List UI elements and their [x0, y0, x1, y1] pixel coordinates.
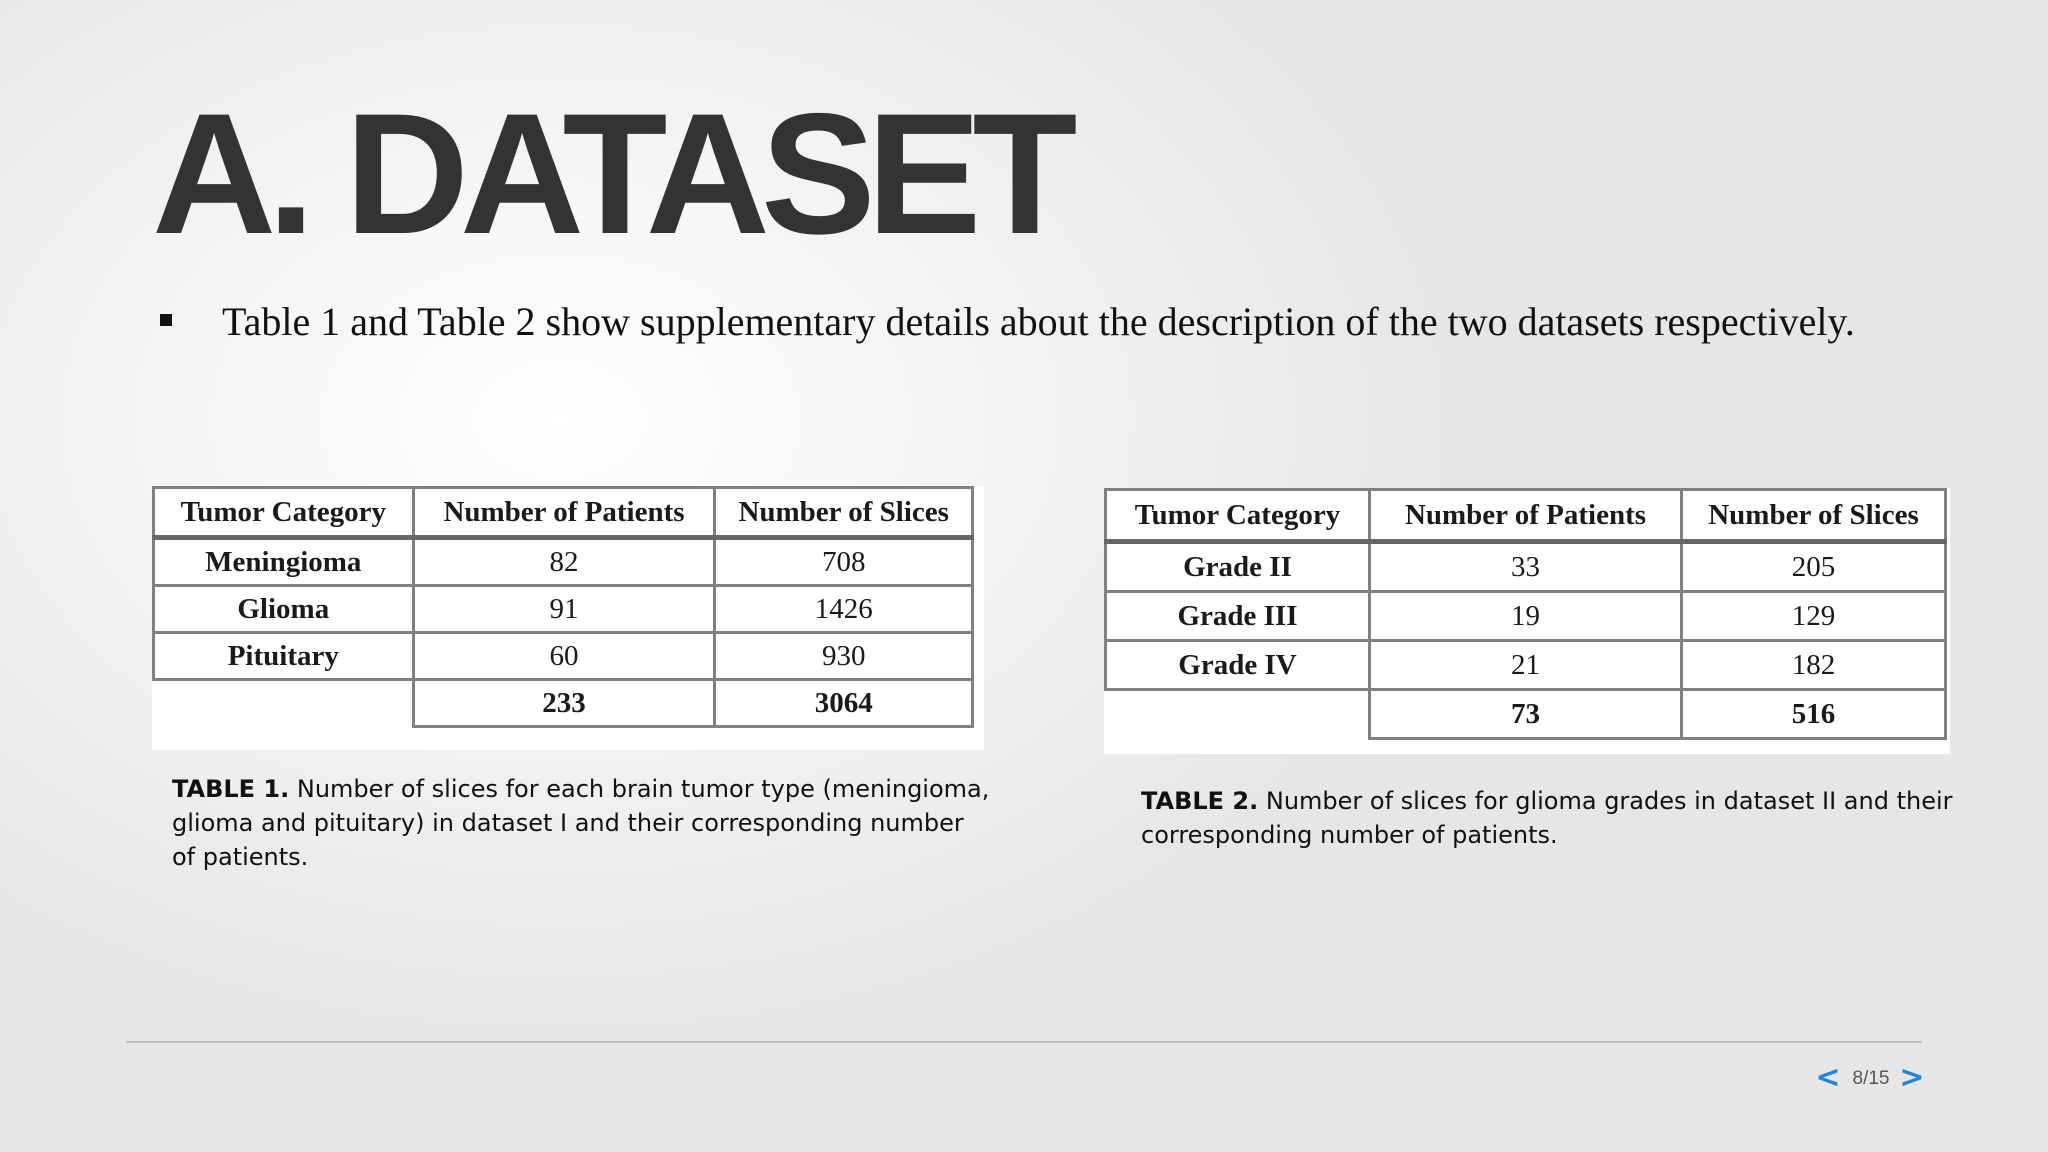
table-row	[154, 538, 973, 586]
table-row	[1106, 592, 1946, 641]
slices-cell: 1426	[715, 586, 973, 633]
table-total-row	[1106, 690, 1946, 739]
total-blank-cell	[154, 680, 414, 727]
header-number-of-patients: Number of Patients	[1370, 490, 1682, 542]
bullet-text: Table 1 and Table 2 show supplementary details about the description of the two datasets respectively.	[222, 299, 1855, 344]
table-1-grid	[152, 486, 974, 728]
table-total-row	[154, 680, 973, 727]
patients-cell: 33	[1370, 542, 1682, 592]
table-header-row	[1106, 490, 1946, 542]
slide-navigation	[1814, 1062, 1934, 1094]
slide-title: A. DATASET	[152, 78, 1069, 270]
total-patients-cell: 73	[1370, 690, 1682, 739]
slices-cell: 930	[715, 633, 973, 680]
header-number-of-slices: Number of Slices	[715, 488, 973, 538]
table-row	[1106, 542, 1946, 592]
slices-cell: 708	[715, 538, 973, 586]
patients-cell: 21	[1370, 641, 1682, 690]
table-2-caption	[1141, 784, 1961, 852]
chevron-left-icon[interactable]: <	[1815, 1060, 1841, 1095]
header-tumor-category: Tumor Category	[154, 488, 414, 538]
tumor-category-cell: Grade IV	[1106, 641, 1370, 690]
tumor-category-cell: Grade II	[1106, 542, 1370, 592]
footer-divider	[126, 1041, 1922, 1043]
table-row	[154, 586, 973, 633]
total-patients-cell: 233	[413, 680, 715, 727]
caption-text: Number of slices for each brain tumor type (meningioma, glioma and pituitary) in dataset I and their corresponding number of patients.	[172, 775, 990, 871]
tumor-category-cell: Pituitary	[154, 633, 414, 680]
patients-cell: 60	[413, 633, 715, 680]
patients-cell: 91	[413, 586, 715, 633]
slices-cell: 129	[1682, 592, 1946, 641]
slices-cell: 205	[1682, 542, 1946, 592]
table-row	[154, 633, 973, 680]
table-2-grid	[1104, 488, 1947, 740]
header-number-of-slices: Number of Slices	[1682, 490, 1946, 542]
slices-cell: 182	[1682, 641, 1946, 690]
table-1	[152, 486, 984, 750]
header-tumor-category: Tumor Category	[1106, 490, 1370, 542]
table-row	[1106, 641, 1946, 690]
square-bullet-icon	[160, 314, 172, 326]
page-number: 8/15	[1852, 1068, 1890, 1089]
caption-label: TABLE 1.	[172, 775, 290, 803]
table-header-row	[154, 488, 973, 538]
patients-cell: 19	[1370, 592, 1682, 641]
total-blank-cell	[1106, 690, 1370, 739]
table-1-caption	[172, 772, 992, 874]
caption-text: Number of slices for glioma grades in dataset II and their corresponding number of patients.	[1141, 787, 1953, 849]
patients-cell: 82	[413, 538, 715, 586]
total-slices-cell: 3064	[715, 680, 973, 727]
table-2	[1104, 488, 1950, 754]
bullet-point	[160, 298, 1960, 354]
total-slices-cell: 516	[1682, 690, 1946, 739]
tumor-category-cell: Meningioma	[154, 538, 414, 586]
header-number-of-patients: Number of Patients	[413, 488, 715, 538]
tumor-category-cell: Glioma	[154, 586, 414, 633]
tumor-category-cell: Grade III	[1106, 592, 1370, 641]
chevron-right-icon[interactable]: >	[1899, 1060, 1925, 1095]
caption-label: TABLE 2.	[1141, 787, 1259, 815]
